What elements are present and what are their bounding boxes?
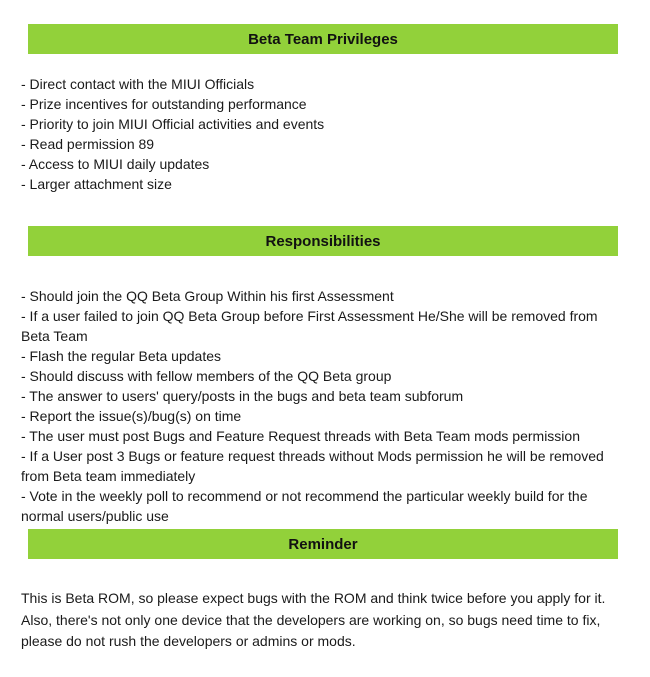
- list-item: - Flash the regular Beta updates: [21, 348, 222, 364]
- responsibilities-header: [28, 226, 618, 256]
- privileges-header: [28, 24, 618, 54]
- list-item: - Should discuss with fellow members of the QQ Beta group: [21, 368, 392, 384]
- privileges-list: [21, 74, 621, 194]
- list-item: - If a user failed to join QQ Beta Group before First Assessment He/She will be removed from Beta Team: [21, 308, 598, 344]
- list-item: - Larger attachment size: [21, 176, 172, 192]
- list-item: - Read permission 89: [21, 136, 155, 152]
- list-item: - The answer to users' query/posts in the bugs and beta team subforum: [21, 388, 464, 404]
- reminder-text: This is Beta ROM, so please expect bugs with the ROM and think twice before you apply for it. Also, there's not only one device that the developers are working on, so bugs need time to fix, please do not rush the developers or admins or mods.: [21, 590, 606, 649]
- responsibilities-title: Responsibilities: [265, 232, 381, 250]
- list-item: - Vote in the weekly poll to recommend or not recommend the particular weekly build for the normal users/public use: [21, 488, 588, 524]
- list-item: - The user must post Bugs and Feature Request threads with Beta Team mods permission: [21, 428, 580, 444]
- list-item: - Access to MIUI daily updates: [21, 156, 210, 172]
- list-item: - Prize incentives for outstanding performance: [21, 96, 307, 112]
- responsibilities-list: [21, 286, 621, 526]
- reminder-title: Reminder: [288, 535, 358, 553]
- reminder-header: [28, 529, 618, 559]
- list-item: - Direct contact with the MIUI Officials: [21, 76, 255, 92]
- list-item: - Priority to join MIUI Official activities and events: [21, 116, 325, 132]
- list-item: - Should join the QQ Beta Group Within his first Assessment: [21, 288, 394, 304]
- list-item: - Report the issue(s)/bug(s) on time: [21, 408, 242, 424]
- privileges-title: Beta Team Privileges: [248, 30, 398, 48]
- list-item: - If a User post 3 Bugs or feature request threads without Mods permission he will be removed from Beta team immediately: [21, 448, 604, 484]
